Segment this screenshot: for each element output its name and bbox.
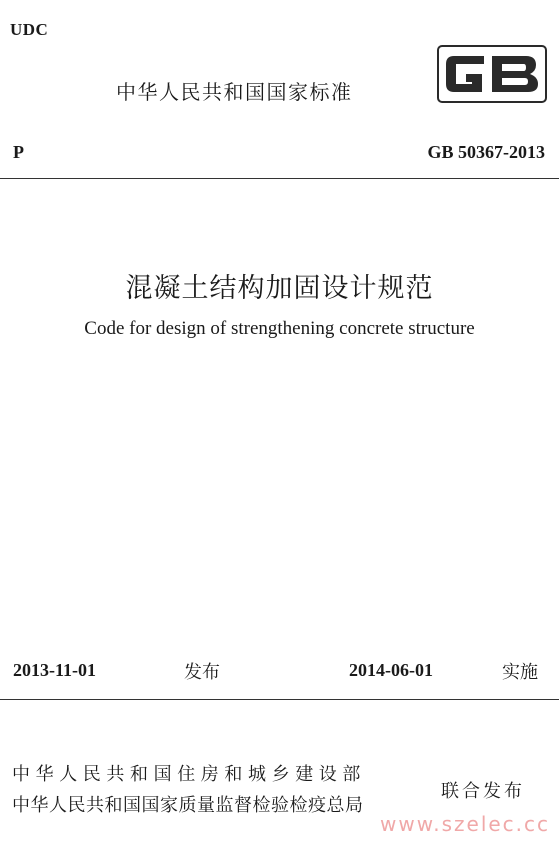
- top-divider: [0, 178, 559, 179]
- issuer-aqsiq: 中华人民共和国国家质量监督检验检疫总局: [12, 795, 364, 816]
- joint-issue-label: 联合发布: [441, 781, 525, 802]
- standard-type: 中华人民共和国国家标准: [116, 80, 353, 104]
- bottom-divider: [0, 699, 559, 700]
- watermark-text: www.szelec.cc: [380, 812, 551, 836]
- standard-number: GB 50367-2013: [427, 142, 545, 162]
- udc-label: UDC: [10, 20, 49, 39]
- title-chinese: 混凝土结构加固设计规范: [125, 273, 434, 303]
- gb-logo-mark: [438, 46, 546, 102]
- title-english: Code for design of strengthening concrete structure: [84, 318, 475, 339]
- issue-label: 发布: [184, 662, 220, 683]
- classification-code: P: [13, 142, 24, 162]
- issuer-ministry: 中华人民共和国住房和城乡建设部: [12, 764, 366, 785]
- implement-label: 实施: [502, 662, 538, 683]
- issue-date: 2013-11-01: [13, 660, 96, 680]
- gb-logo: [436, 44, 548, 104]
- implement-date: 2014-06-01: [349, 660, 433, 680]
